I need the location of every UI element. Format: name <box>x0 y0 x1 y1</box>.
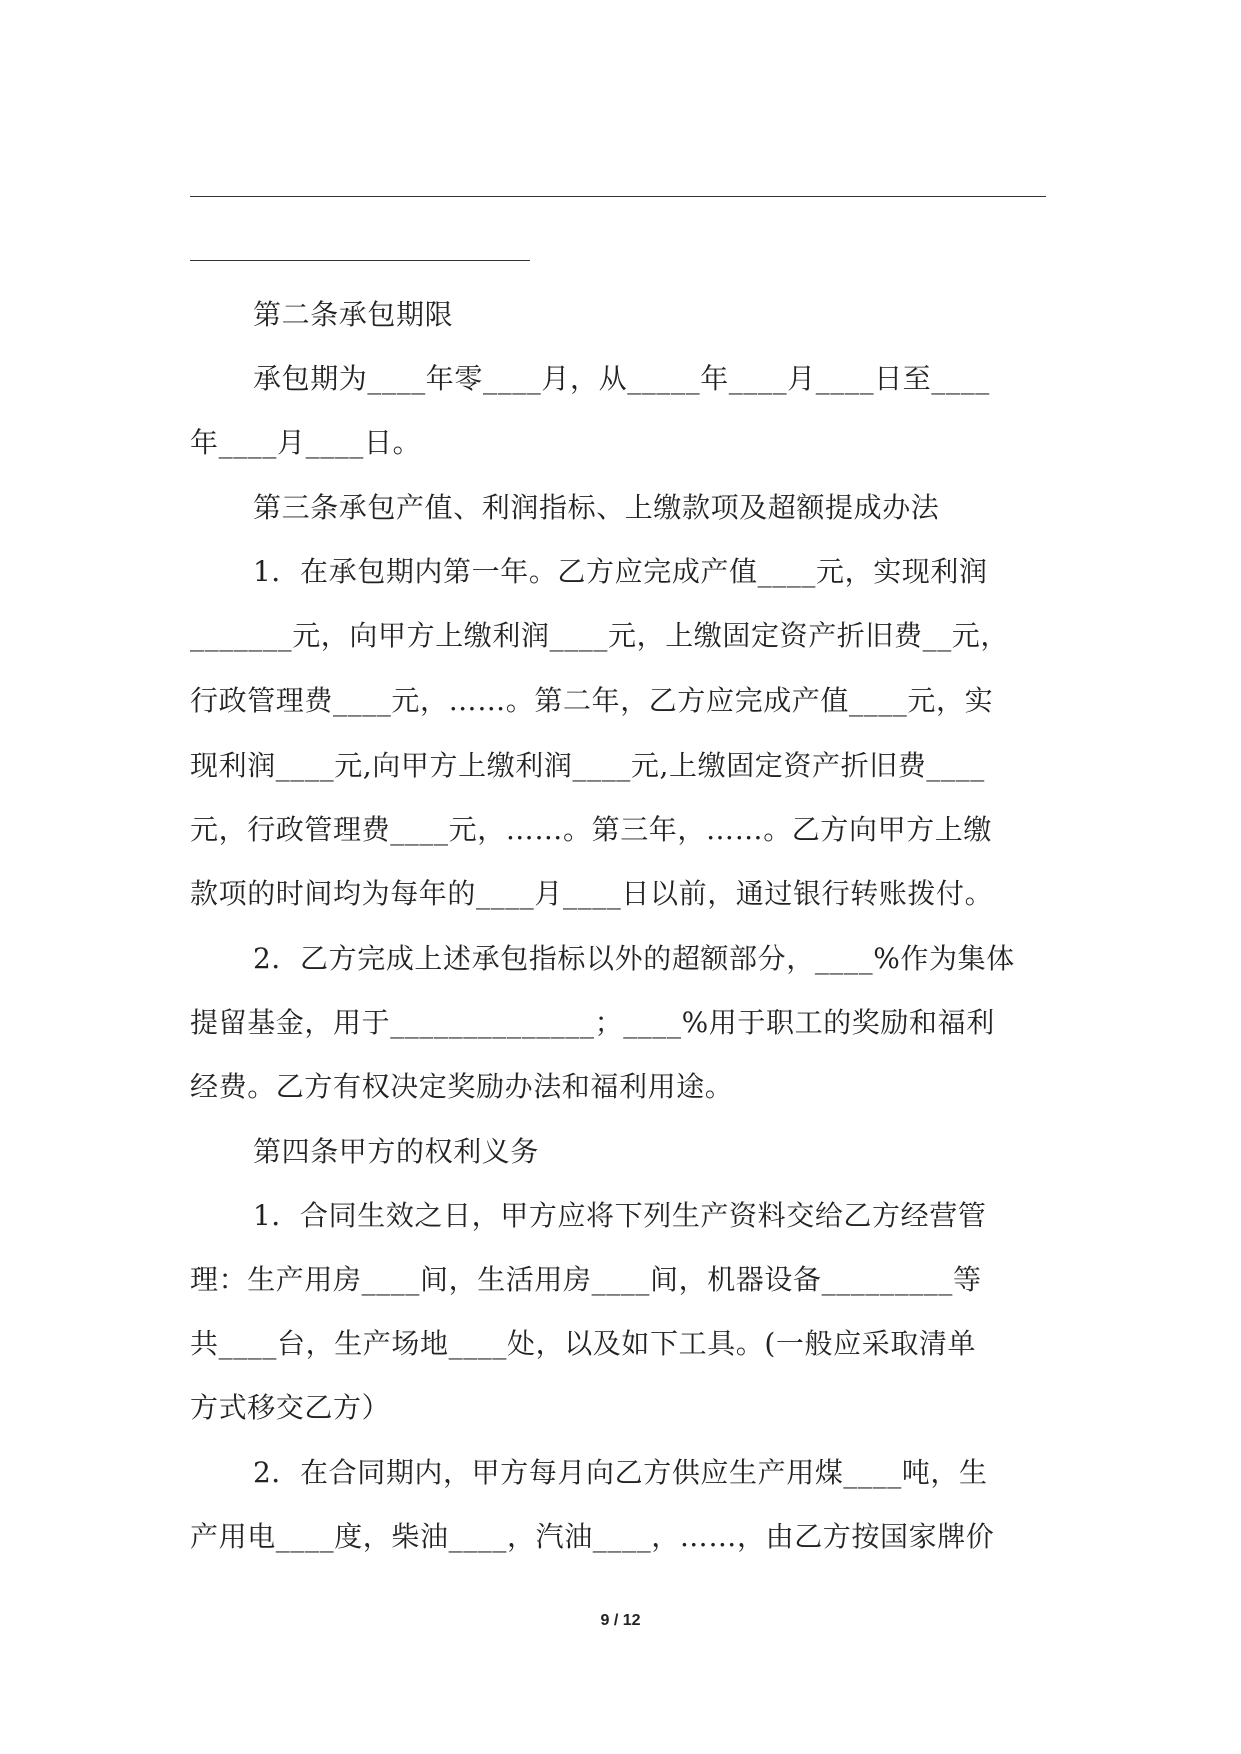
page-number: 9 / 12 <box>600 1612 641 1629</box>
paragraph-line: 产用电____度，柴油____，汽油____，……，由乙方按国家牌价 <box>190 1520 995 1553</box>
article-3-heading: 第三条承包产值、利润指标、上缴款项及超额提成办法 <box>253 491 940 524</box>
paragraph-line: 年____月____日。 <box>190 426 422 459</box>
paragraph-line: 行政管理费____元，……。第二年，乙方应完成产值____元，实 <box>190 684 994 717</box>
paragraph-line: 1．在承包期内第一年。乙方应完成产值____元，实现利润 <box>253 555 988 588</box>
paragraph-line: 元，行政管理费____元，……。第三年，……。乙方向甲方上缴 <box>190 813 993 846</box>
blank-underline-2 <box>190 260 530 261</box>
paragraph-line: 理：生产用房____间，生活用房____间，机器设备_________等 <box>190 1263 982 1296</box>
article-2-heading: 第二条承包期限 <box>253 298 454 331</box>
paragraph-line: _______元，向甲方上缴利润____元，上缴固定资产折旧费__元， <box>190 619 1010 652</box>
paragraph-line: 提留基金，用于______________；____%用于职工的奖励和福利 <box>190 1006 995 1039</box>
paragraph-line: 方式移交乙方） <box>190 1391 391 1424</box>
paragraph-line: 共____台，生产场地____处，以及如下工具。(一般应采取清单 <box>190 1327 977 1360</box>
paragraph-line: 款项的时间均为每年的____月____日以前，通过银行转账拨付。 <box>190 877 994 910</box>
paragraph-line: 经费。乙方有权决定奖励办法和福利用途。 <box>190 1070 734 1103</box>
article-4-heading: 第四条甲方的权利义务 <box>253 1135 540 1168</box>
paragraph-line: 1．合同生效之日，甲方应将下列生产资料交给乙方经营管 <box>253 1199 987 1232</box>
paragraph-line: 承包期为____年零____月，从_____年____月____日至____ <box>253 362 990 395</box>
paragraph-line: 2．在合同期内，甲方每月向乙方供应生产用煤____吨，生 <box>253 1456 988 1489</box>
paragraph-line: 现利润____元,向甲方上缴利润____元,上缴固定资产折旧费____ <box>190 749 985 782</box>
paragraph-line: 2．乙方完成上述承包指标以外的超额部分，____%作为集体 <box>253 942 1015 975</box>
blank-underline-1 <box>190 196 1046 197</box>
